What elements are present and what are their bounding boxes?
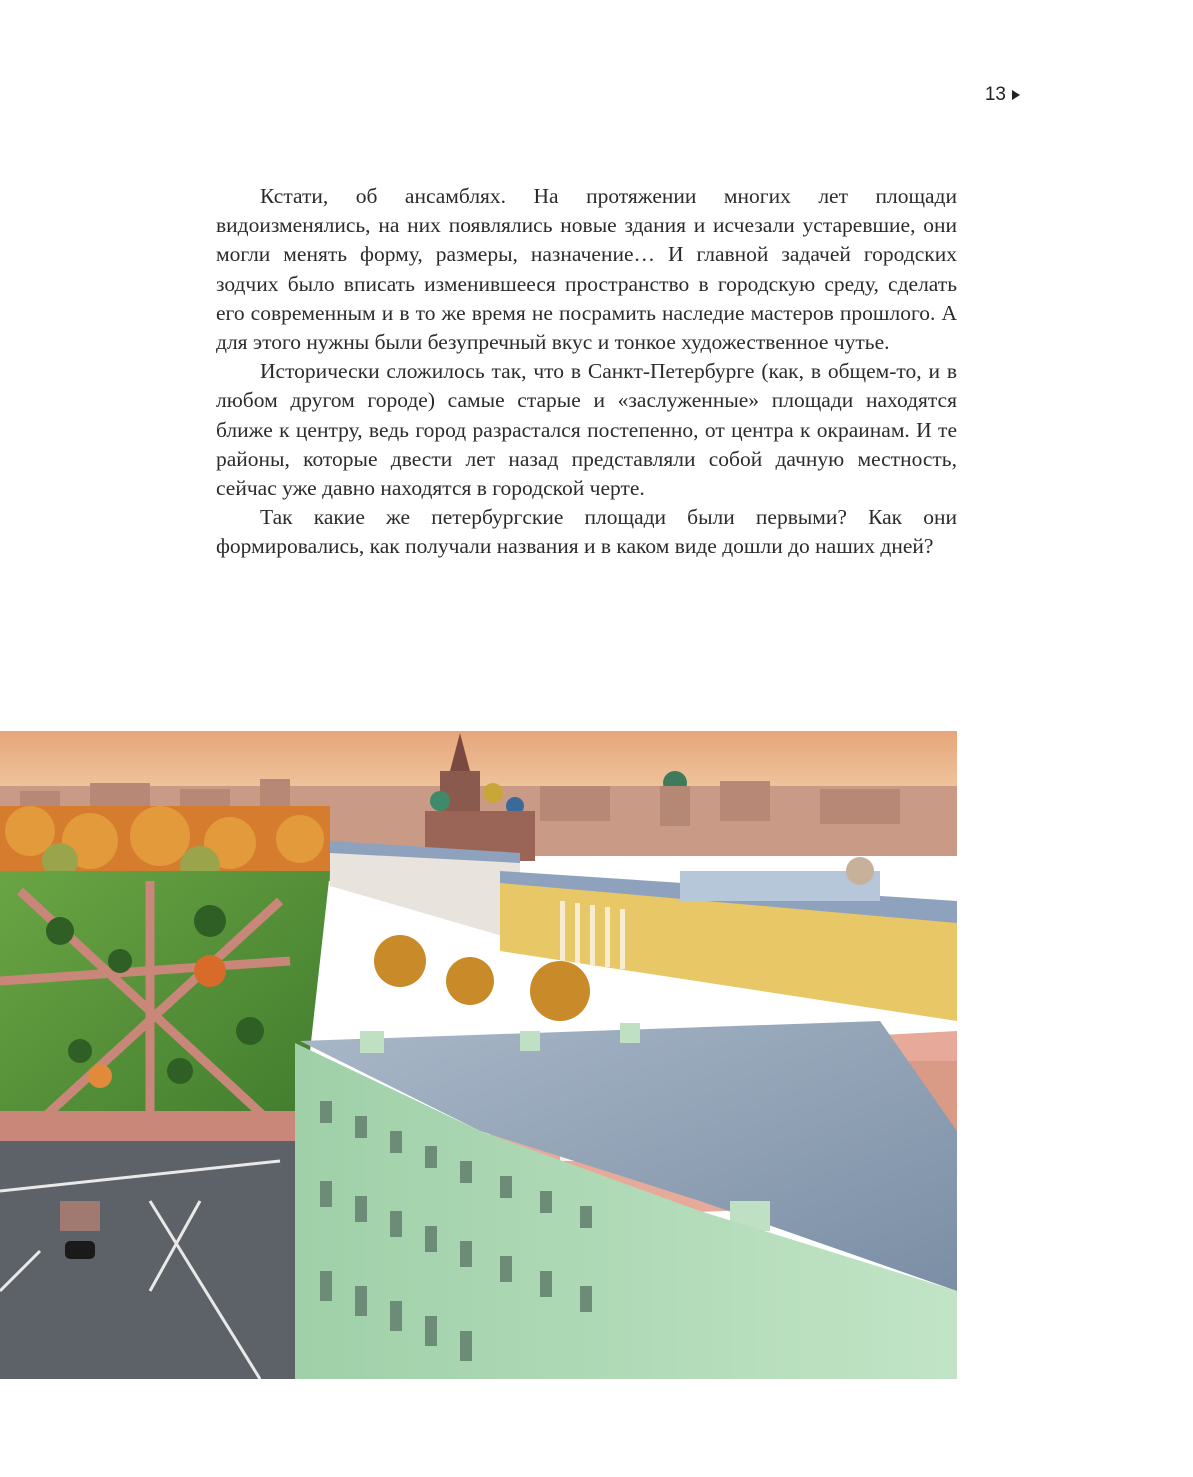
triangle-right-icon	[1012, 90, 1020, 100]
car	[65, 1241, 95, 1259]
road	[0, 1141, 300, 1379]
page-number	[960, 80, 1020, 110]
page-number-value: 13	[984, 84, 1006, 105]
paragraph-3: Так какие же петербургские площади были первыми? Как они формировались, как получали названия и в каком виде дошли до наших дней?	[216, 505, 957, 559]
white-building-row	[330, 851, 520, 941]
aerial-city-photo	[0, 731, 957, 1379]
paragraph-1: Кстати, об ансамблях. На протяжении многих лет площади видоизменялись, на них появлялись новые здания и исчезали устаревшие, они могли менять форму, размеры, назначение… И главной задачей городских зодчих было вписать изменившееся пространство в городскую среду, сделать его современным и в то же время не посрамить наследие мастеров прошлого. А для этого нужны были безупречный вкус и тонкое художественное чутье.	[216, 184, 957, 355]
paragraph-2: Исторически сложилось так, что в Санкт-Петербурге (как, в общем-то, и в любом другом городе) самые старые и «заслуженные» площади находятся ближе к центру, ведь город разрастался постепенно, от центра к окраинам. И те районы, которые двести лет назад представляли собой дачную местность, сейчас уже давно находятся в городской черте.	[216, 359, 957, 501]
body-text	[216, 182, 957, 562]
